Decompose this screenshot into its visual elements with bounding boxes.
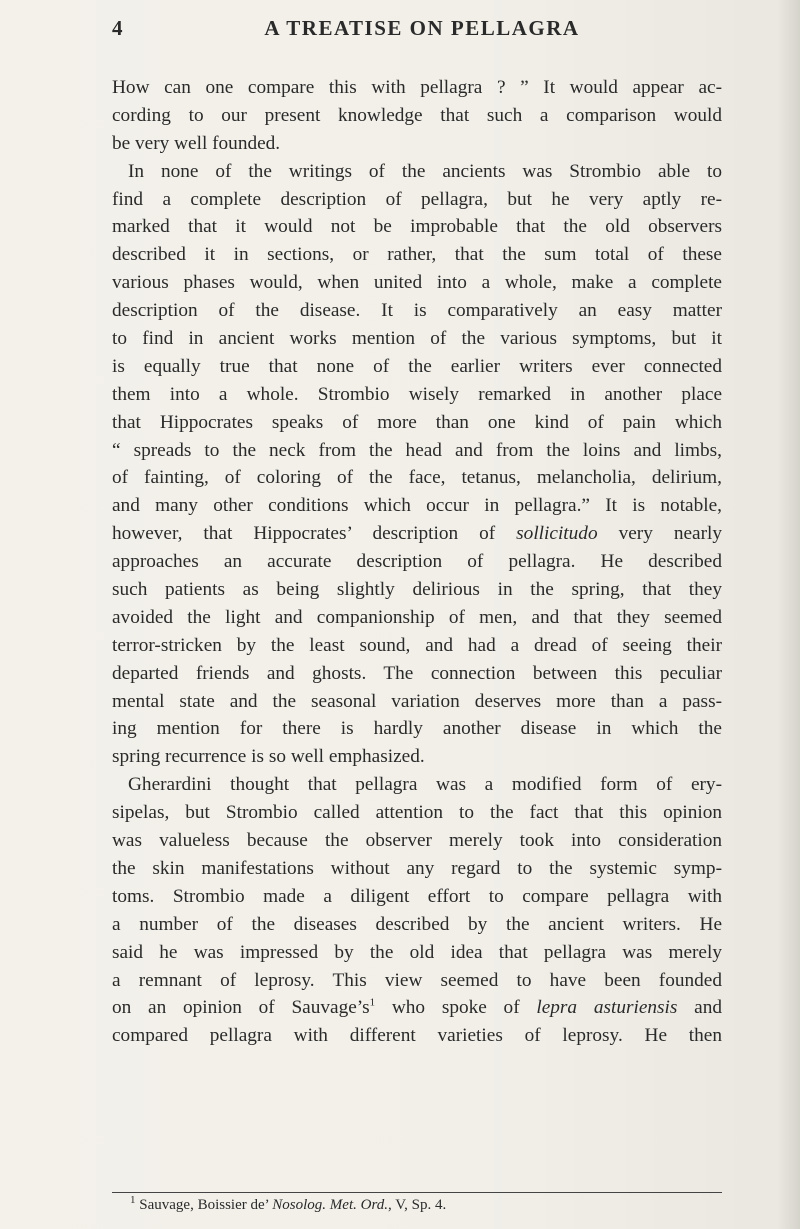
footnote-italic-title: Nosolog. Met. Ord.	[272, 1197, 388, 1213]
text-line	[112, 409, 722, 437]
line-text: said he was impressed by the old idea that pellagra was merely	[112, 941, 722, 963]
text-line	[112, 715, 722, 743]
line-text: In none of the writings of the ancients was Strombio able to	[128, 160, 722, 182]
text-line	[112, 994, 722, 1022]
text-line	[112, 799, 722, 827]
text-line	[112, 325, 722, 353]
text-line	[112, 604, 722, 632]
running-head: A TREATISE ON PELLAGRA	[264, 16, 580, 40]
text-line	[112, 576, 722, 604]
line-text: is equally true that none of the earlier writers ever connected	[112, 355, 722, 377]
line-text: cording to our present knowledge that such a comparison would	[112, 104, 722, 126]
line-text: and	[677, 997, 722, 1019]
line-text: however, that Hippocrates’ description of	[112, 523, 517, 545]
line-text: such patients as being slightly delirious in the spring, that they	[112, 579, 722, 601]
line-text: a remnant of leprosy. This view seemed to have been founded	[112, 969, 722, 991]
text-line	[112, 660, 722, 688]
line-text: Gherardini thought that pellagra was a modified form of ery-	[128, 774, 722, 796]
text-line	[112, 827, 722, 855]
text-line	[112, 492, 722, 520]
text-line	[112, 771, 722, 799]
text-line	[112, 241, 722, 269]
text-line	[112, 74, 722, 102]
text-line	[112, 911, 722, 939]
line-text: the skin manifestations without any regard to the systemic symp-	[112, 857, 722, 879]
line-text: description of the disease. It is comparatively an easy matter	[112, 300, 722, 322]
line-text: spring recurrence is so well emphasized.	[112, 746, 425, 768]
line-text: very nearly	[597, 523, 723, 545]
italic-term: sollicitudo	[516, 523, 598, 545]
line-text: mental state and the seasonal variation deserves more than a pass-	[112, 690, 722, 712]
footnote-ref: 1	[369, 996, 376, 1009]
footnote-text-before: Sauvage, Boissier de’	[135, 1197, 273, 1213]
text-line	[112, 632, 722, 660]
page-edge-shadow	[778, 0, 800, 1229]
text-line	[112, 883, 722, 911]
line-text: be very well founded.	[112, 132, 281, 154]
line-text: was valueless because the observer merely took into consideration	[112, 830, 722, 852]
line-text: terror-stricken by the least sound, and had a dread of seeing their	[112, 634, 722, 656]
footnote-rule	[112, 1192, 722, 1193]
text-line	[112, 967, 722, 995]
line-text: “ spreads to the neck from the head and from the loins and limbs,	[112, 439, 722, 461]
line-text: toms. Strombio made a diligent effort to compare pellagra with	[112, 885, 722, 907]
line-text: approaches an accurate description of pellagra. He described	[112, 551, 722, 573]
text-line	[112, 855, 722, 883]
line-text: of fainting, of coloring of the face, tetanus, melancholia, delirium,	[112, 467, 722, 489]
text-line	[112, 213, 722, 241]
line-text: ing mention for there is hardly another disease in which the	[112, 718, 722, 740]
text-line	[112, 381, 722, 409]
text-line	[112, 158, 722, 186]
text-line	[112, 688, 722, 716]
page-number: 4	[112, 16, 123, 40]
text-line	[112, 297, 722, 325]
line-text: them into a whole. Strombio wisely remarked in another place	[112, 383, 722, 405]
line-text: departed friends and ghosts. The connection between this peculiar	[112, 662, 722, 684]
page-header	[112, 8, 732, 48]
text-line	[112, 939, 722, 967]
line-text: find a complete description of pellagra, but he very aptly re-	[112, 188, 722, 210]
line-text: and many other conditions which occur in pellagra.” It is notable,	[112, 495, 722, 517]
text-line	[112, 548, 722, 576]
line-text: How can one compare this with pellagra ? ” It would appear ac-	[112, 77, 722, 98]
text-line	[112, 464, 722, 492]
line-text: a number of the diseases described by the ancient writers. He	[112, 913, 722, 935]
line-text: compared pellagra with different varieties of leprosy. He then	[112, 1025, 722, 1047]
text-line	[112, 269, 722, 297]
line-text: who spoke of	[375, 997, 537, 1019]
italic-term: lepra asturiensis	[536, 997, 678, 1019]
line-text: various phases would, when united into a whole, make a complete	[112, 272, 722, 294]
text-line	[112, 520, 722, 548]
footnote-marker: 1	[130, 1194, 136, 1206]
line-text: on an opinion of Sauvage’s	[112, 997, 370, 1019]
text-line	[112, 743, 722, 771]
line-text: described it in sections, or rather, that the sum total of these	[112, 244, 722, 266]
text-line	[112, 186, 722, 214]
line-text: to find in ancient works mention of the various symptoms, but it	[112, 328, 722, 350]
text-line	[112, 437, 722, 465]
text-line	[112, 130, 722, 158]
line-text: marked that it would not be improbable that the old observers	[112, 216, 722, 238]
text-line	[112, 353, 722, 381]
line-text: that Hippocrates speaks of more than one kind of pain which	[112, 411, 722, 433]
line-text: sipelas, but Strombio called attention to the fact that this opinion	[112, 802, 722, 824]
footnote	[112, 1195, 740, 1215]
text-line	[112, 102, 722, 130]
line-text: avoided the light and companionship of men, and that they seemed	[112, 606, 722, 628]
text-line	[112, 1022, 722, 1050]
footnote-text-after: , V, Sp. 4.	[387, 1197, 447, 1213]
body-text	[112, 74, 722, 1050]
